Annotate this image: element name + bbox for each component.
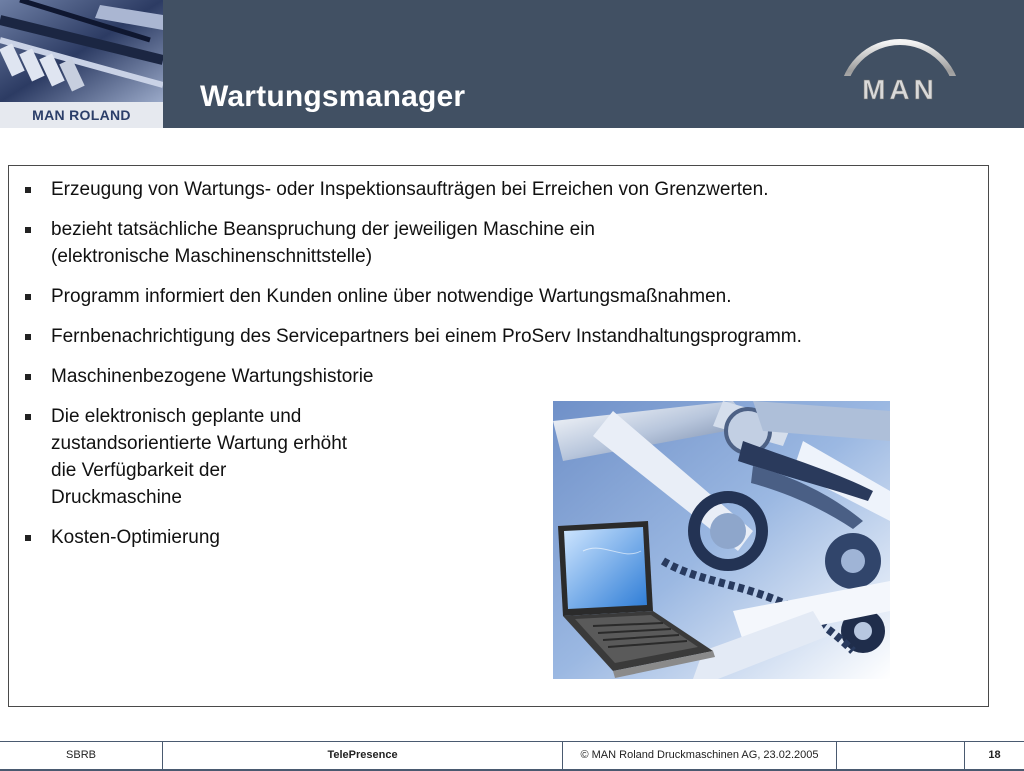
square-bullet-icon bbox=[25, 374, 31, 380]
square-bullet-icon bbox=[25, 414, 31, 420]
printing-machine-photo bbox=[0, 0, 163, 102]
brand-block bbox=[0, 0, 163, 128]
slide-header bbox=[0, 0, 1024, 128]
man-arch-logo bbox=[830, 28, 970, 110]
bullet-text: Erzeugung von Wartungs- oder Inspektionsaufträgen bei Erreichen von Grenzwerten. bbox=[51, 179, 769, 200]
brand-label: MAN ROLAND bbox=[0, 102, 163, 128]
footer-code: SBRB bbox=[0, 742, 163, 769]
man-logo-text: MAN bbox=[862, 74, 938, 105]
bullet-text: Kosten-Optimierung bbox=[51, 527, 220, 548]
bullet-item bbox=[23, 283, 802, 310]
slide-footer bbox=[0, 741, 1024, 771]
square-bullet-icon bbox=[25, 227, 31, 233]
square-bullet-icon bbox=[25, 535, 31, 541]
bullet-text: Fernbenachrichtigung des Servicepartners bei einem ProServ Instandhaltungsprogramm. bbox=[51, 326, 802, 347]
bullet-item bbox=[23, 363, 802, 390]
tools-and-laptop-illustration bbox=[553, 401, 890, 679]
bullet-text: Maschinenbezogene Wartungshistorie bbox=[51, 366, 374, 387]
square-bullet-icon bbox=[25, 294, 31, 300]
footer-copyright: © MAN Roland Druckmaschinen AG, 23.02.2005 bbox=[563, 742, 837, 769]
square-bullet-icon bbox=[25, 334, 31, 340]
bullet-text: Programm informiert den Kunden online über notwendige Wartungsmaßnahmen. bbox=[51, 286, 732, 307]
square-bullet-icon bbox=[25, 187, 31, 193]
bullet-item bbox=[23, 323, 802, 350]
bullet-item bbox=[23, 176, 802, 203]
page-number: 18 bbox=[988, 749, 1001, 761]
bullet-text-continuation: (elektronische Maschinenschnittstelle) bbox=[51, 246, 373, 267]
bullet-text: Die elektronisch geplante und zustandsorientierte Wartung erhöht die Verfügbarkeit der Druckmaschine bbox=[51, 406, 348, 508]
bullet-text: bezieht tatsächliche Beanspruchung der jeweiligen Maschine ein bbox=[51, 219, 595, 240]
page-title: Wartungsmanager bbox=[200, 80, 466, 113]
footer-empty-cell bbox=[837, 742, 965, 769]
footer-topic: TelePresence bbox=[163, 742, 563, 769]
bullet-item bbox=[23, 216, 802, 270]
